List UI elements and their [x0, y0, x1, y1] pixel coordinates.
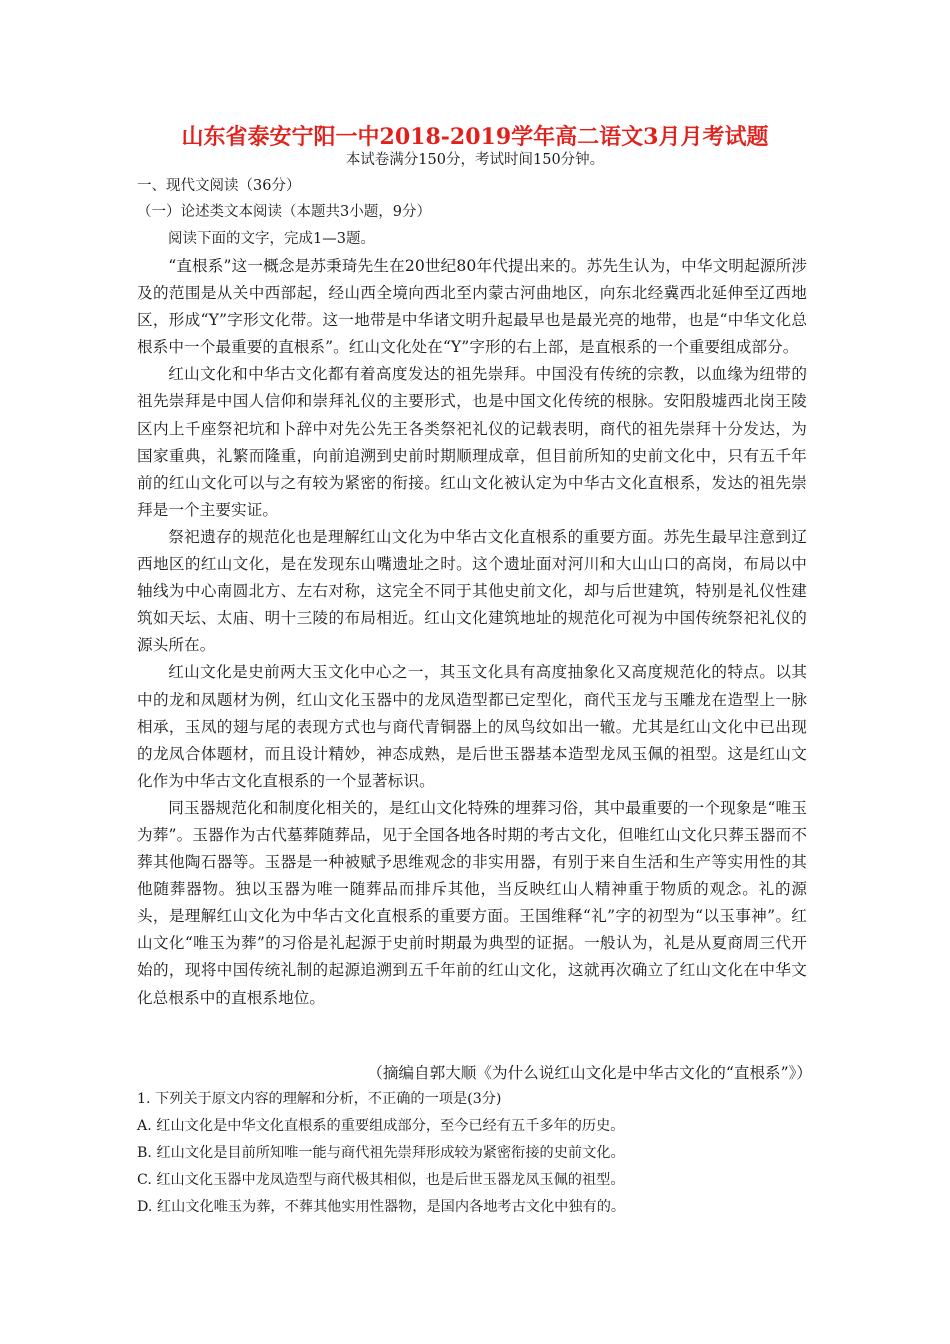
page-title: 山东省泰安宁阳一中2018-2019学年高二语文3月月考试题	[181, 124, 769, 150]
option-a: A. 红山文化是中华文化直根系的重要组成部分，至今已经有五千多年的历史。	[137, 1118, 625, 1135]
article-paragraph: 同玉器规范化和制度化相关的，是红山文化特殊的埋葬习俗，其中最重要的一个现象是“唯玉为葬”。玉器作为古代墓葬随葬品，见于全国各地各时期的考古文化，但唯红山文化只葬玉器而不葬其他陶石器等。玉器是一种被赋予思维观念的非实用器，有别于来自生活和生产等实用性的其他随葬器物。独以玉器为唯一随葬品而排斥其他，当反映红山人精神重于物质的观念。礼的源头，是理解红山文化为中华古文化直根系的重要方面。王国维释“礼”字的初型为“以玉事神”。红山文化“唯玉为葬”的习俗是礼起源于史前时期最为典型的证据。一般认为，礼是从夏商周三代开始的，现将中国传统礼制的起源追溯到五千年前的红山文化，这就再次确立了红山文化在中华文化总根系中的直根系地位。	[137, 798, 807, 1007]
subsection-heading: （一）论述类文本阅读（本题共3小题，9分）	[137, 204, 431, 220]
article-body	[137, 253, 807, 1012]
article-paragraph: 红山文化是史前两大玉文化中心之一，其玉文化具有高度抽象化又高度规范化的特点。以其中的龙和凤题材为例，红山文化玉器中的龙凤造型都已定型化，商代玉龙与玉雕龙在造型上一脉相承，玉凤的翅与尾的表现方式也与商代青铜器上的凤鸟纹如出一辙。尤其是红山文化中已出现的龙凤合体题材，而且设计精妙，神态成熟，是后世玉器基本造型龙凤玉佩的祖型。这是红山文化作为中华古文化直根系的一个显著标识。	[137, 663, 807, 790]
question-1	[137, 1086, 625, 1221]
section-heading: 一、现代文阅读（36分）	[137, 178, 301, 194]
article-source: （摘编自郭大顺《为什么说红山文化是中华古文化的“直根系”》）	[367, 1064, 812, 1082]
article-paragraph: 红山文化和中华古文化都有着高度发达的祖先崇拜。中国没有传统的宗教，以血缘为纽带的祖先崇拜是中国人信仰和崇拜礼仪的主要形式，也是中国文化传统的根脉。安阳殷墟西北岗王陵区内上千座祭祀坑和卜辞中对先公先王各类祭祀礼仪的记载表明，商代的祖先崇拜十分发达，为国家重典，礼繁而隆重，向前追溯到史前时期顺理成章，但目前所知的史前文化中，只有五千年前的红山文化可以与之有较为紧密的衔接。红山文化被认定为中华古文化直根系，发达的祖先崇拜是一个主要实证。	[137, 365, 807, 519]
option-d: D. 红山文化唯玉为葬，不葬其他实用性器物，是国内各地考古文化中独有的。	[137, 1199, 626, 1216]
option-c: C. 红山文化玉器中龙凤造型与商代极其相似，也是后世玉器龙凤玉佩的祖型。	[137, 1172, 625, 1189]
option-b: B. 红山文化是目前所知唯一能与商代祖先崇拜形成较为紧密衔接的史前文化。	[137, 1145, 625, 1162]
reading-instruction: 阅读下面的文字，完成1—3题。	[168, 231, 375, 247]
article-paragraph: “直根系”这一概念是苏秉琦先生在20世纪80年代提出来的。苏先生认为，中华文明起源所涉及的范围是从关中西部起，经山西全境向西北至内蒙古河曲地区，向东北经冀西北延伸至辽西地区，形成“Y”字形文化带。这一地带是中华诸文明升起最早也是最光亮的地带，也是“中华文化总根系中一个最重要的直根系”。红山文化处在“Y”字形的右上部，是直根系的一个重要组成部分。	[137, 257, 807, 357]
article-paragraph: 祭祀遗存的规范化也是理解红山文化为中华古文化直根系的重要方面。苏先生最早注意到辽西地区的红山文化，是在发现东山嘴遗址之时。这个遗址面对河川和大山山口的高岗，布局以中轴线为中心南圆北方、左右对称，这完全不同于其他史前文化，却与后世建筑，特别是礼仪性建筑如天坛、太庙、明十三陵的布局相近。红山文化建筑地址的规范化可视为中国传统祭祀礼仪的源头所在。	[137, 527, 807, 655]
question-stem: 1. 下列关于原文内容的理解和分析，不正确的一项是(3分)	[137, 1091, 502, 1107]
exam-info: 本试卷满分150分，考试时间150分钟。	[345, 152, 605, 168]
